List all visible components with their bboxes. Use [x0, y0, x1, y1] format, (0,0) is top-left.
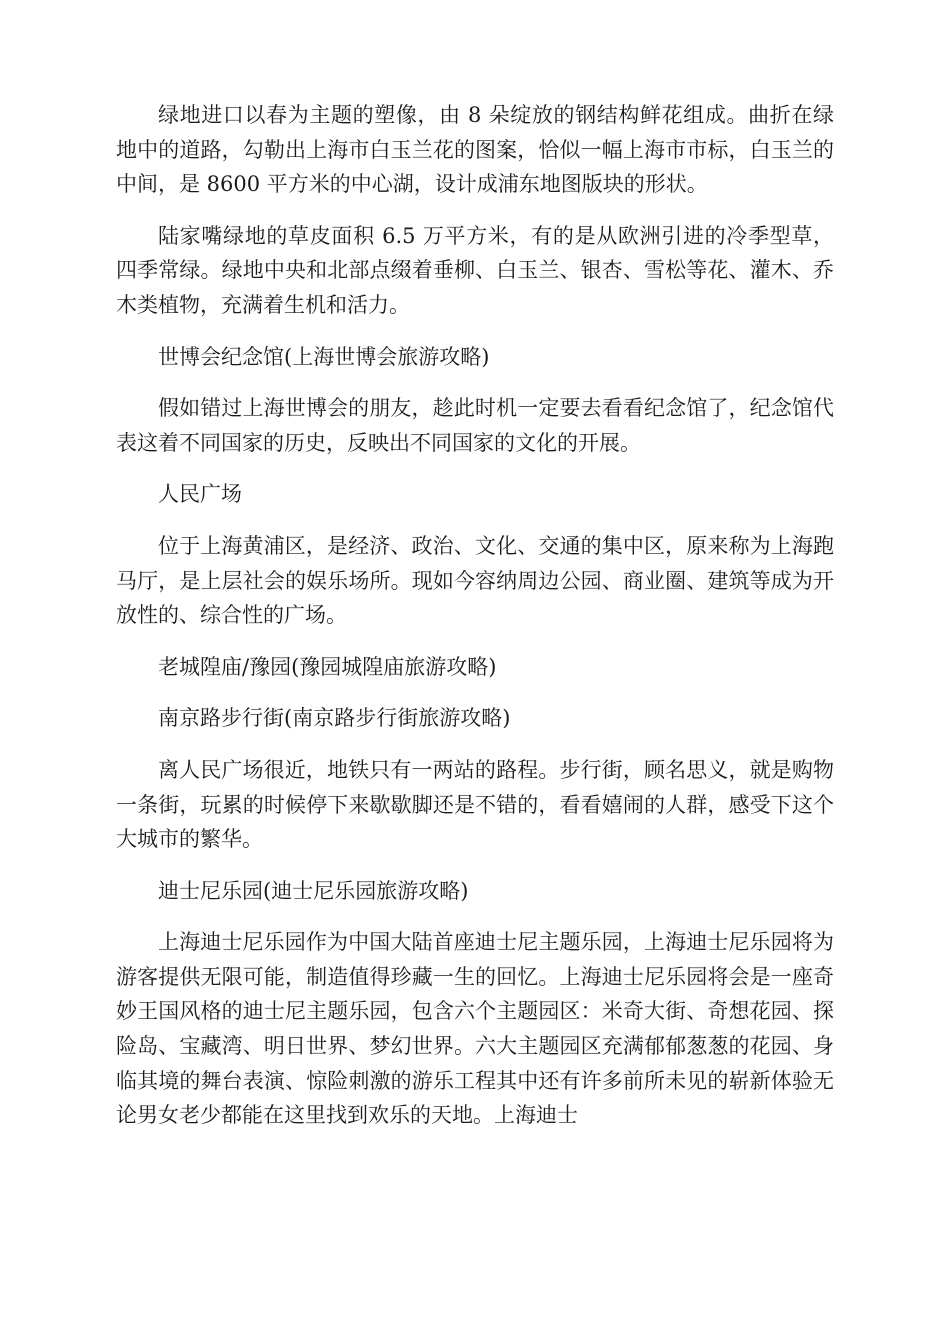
- paragraph-lujiazui-lawn: 陆家嘴绿地的草皮面积 6.5 万平方米，有的是从欧洲引进的冷季型草，四季常绿。绿地中央和北部点缀着垂柳、白玉兰、银杏、雪松等花、灌木、乔木类植物，充满着生机和活力。: [116, 223, 834, 317]
- paragraph-peoples-square: 位于上海黄浦区，是经济、政治、文化、交通的集中区，原来称为上海跑马厅，是上层社会的娱乐场所。现如今容纳周边公园、商业圈、建筑等成为开放性的、综合性的广场。: [116, 533, 834, 628]
- document-page: [116, 98, 834, 1150]
- heading-peoples-square: 人民广场: [158, 482, 242, 507]
- heading-disneyland: 迪士尼乐园(迪士尼乐园旅游攻略): [158, 878, 469, 903]
- paragraph-expo-museum: 假如错过上海世博会的朋友，趁此时机一定要去看看纪念馆了，纪念馆代表这着不同国家的历史，反映出不同国家的文化的开展。: [116, 396, 834, 455]
- paragraph-lujiazui-green-entrance: 绿地进口以春为主题的塑像，由 8 朵绽放的钢结构鲜花组成。曲折在绿地中的道路，勾勒出上海市白玉兰花的图案，恰似一幅上海市市标，白玉兰的中间，是 8600 平方米的中心湖，设计成浦东地图版块的形状。: [116, 103, 834, 197]
- heading-yuyuan-garden: 老城隍庙/豫园(豫园城隍庙旅游攻略): [158, 654, 497, 679]
- paragraph-nanjing-road: 离人民广场很近，地铁只有一两站的路程。步行街，顾名思义，就是购物一条街，玩累的时候停下来歇歇脚还是不错的，看看嬉闹的人群，感受下这个大城市的繁华。: [116, 757, 834, 852]
- heading-expo-museum: 世博会纪念馆(上海世博会旅游攻略): [158, 344, 490, 369]
- paragraph-disneyland: 上海迪士尼乐园作为中国大陆首座迪士尼主题乐园，上海迪士尼乐园将为游客提供无限可能，制造值得珍藏一生的回忆。上海迪士尼乐园将会是一座奇妙王国风格的迪士尼主题乐园，包含六个主题园区：米奇大街、奇想花园、探险岛、宝藏湾、明日世界、梦幻世界。六大主题园区充满郁郁葱葱的花园、身临其境的舞台表演、惊险刺激的游乐工程其中还有许多前所未见的崭新体验无论男女老少都能在这里找到欢乐的天地。上海迪士: [116, 930, 834, 1128]
- heading-nanjing-road: 南京路步行街(南京路步行街旅游攻略): [158, 706, 511, 731]
